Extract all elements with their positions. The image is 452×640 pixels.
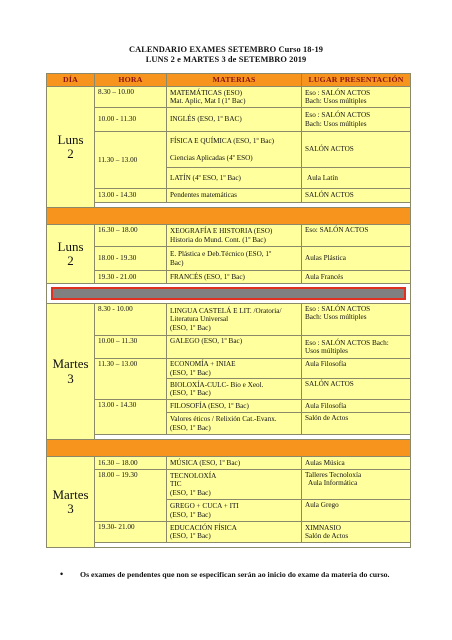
time-cell: 11.30 – 13.00 bbox=[95, 132, 167, 189]
header-row bbox=[47, 74, 411, 87]
header-place: LUGAR PRESENTACIÓN bbox=[302, 74, 411, 87]
day-number: 2 bbox=[67, 146, 74, 161]
day-number: 3 bbox=[67, 501, 74, 516]
subject-cell: LATÍN (4º ESO, 1º Bac) bbox=[167, 168, 302, 189]
table-row bbox=[47, 359, 411, 379]
table-row bbox=[47, 189, 411, 203]
document-title-line2: LUNS 2 e MARTES 3 de SETEMBRO 2019 bbox=[145, 55, 307, 64]
subject-cell: TECNOLOXÍA TIC (ESO, 1º Bac) bbox=[167, 470, 302, 500]
subject-cell: EDUCACIÓN FÍSICA (ESO, 1º Bac) bbox=[167, 522, 302, 543]
day-cell bbox=[47, 304, 95, 440]
time-cell: 10.00 - 11.30 bbox=[95, 108, 167, 132]
time-cell: 18.00 - 19.30 bbox=[95, 247, 167, 271]
place-cell: Eso : SALÓN ACTOS Bach: Usos múltiples bbox=[302, 304, 411, 336]
time-cell: 19.30 - 21.00 bbox=[95, 271, 167, 284]
time-cell: 8.30 - 10.00 bbox=[95, 304, 167, 336]
header-time: HORA bbox=[95, 74, 167, 87]
place-cell: Talleres Tecnoloxía Aula Informática bbox=[302, 470, 411, 500]
gray-separator-bar bbox=[51, 287, 406, 300]
place-cell: Aula Grego bbox=[302, 500, 411, 522]
spacer-row bbox=[47, 543, 411, 548]
time-cell: 16.30 – 18.00 bbox=[95, 457, 167, 470]
subject-cell: E. Plástica e Deb.Técnico (ESO, 1º Bac) bbox=[167, 247, 302, 271]
place-cell: SALÓN ACTOS bbox=[302, 189, 411, 203]
day-cell bbox=[47, 225, 95, 284]
separator-row bbox=[47, 440, 411, 457]
place-cell: Eso : SALÓN ACTOS Bach: Usos múltiples bbox=[302, 108, 411, 132]
table-row bbox=[47, 470, 411, 500]
day-cell bbox=[47, 87, 95, 208]
footnote: Os exames de pendentes que non se especifican serán ao inicio do exame da materia do curso. bbox=[80, 570, 390, 579]
time-cell: 13.00 - 14.30 bbox=[95, 189, 167, 203]
exam-calendar-table bbox=[46, 73, 411, 548]
place-cell: Aula Latín bbox=[302, 168, 411, 189]
day-number: 3 bbox=[67, 370, 74, 386]
day-number: 2 bbox=[67, 253, 74, 268]
bullet-icon: • bbox=[60, 569, 64, 579]
table-row bbox=[47, 87, 411, 108]
day-name: Luns bbox=[57, 131, 84, 147]
header-subjects: MATERIAS bbox=[167, 74, 302, 87]
table-row bbox=[47, 132, 411, 168]
subject-cell: Valores éticos / Relixión Cat.-Evanx. (ESO, 1º Bac) bbox=[167, 413, 302, 435]
day-name: Martes bbox=[52, 356, 89, 371]
table-row bbox=[47, 247, 411, 271]
time-cell: 11.30 – 13.00 bbox=[95, 359, 167, 400]
table-row bbox=[47, 304, 411, 336]
time-cell: 13.00 - 14.30 bbox=[95, 400, 167, 435]
place-cell: Aula Francés bbox=[302, 271, 411, 284]
subject-cell: GREGO + CUCA + ITI (ESO, 1º Bac) bbox=[167, 500, 302, 522]
document-title-line1: CALENDARIO EXAMES SETEMBRO Curso 18-19 bbox=[128, 45, 324, 54]
subject-cell: FILOSOFÍA (ESO, 1º Bac) bbox=[167, 400, 302, 413]
subject-cell: ECONOMÍA + INIAE (ESO, 1º Bac) bbox=[167, 359, 302, 379]
table-row bbox=[47, 336, 411, 359]
subject-cell: BIOLOXÍA-CULC- Bio e Xeol. (ESO, 1º Bac) bbox=[167, 379, 302, 400]
place-cell: Aulas Música bbox=[302, 457, 411, 470]
place-cell: Eso: SALÓN ACTOS bbox=[302, 225, 411, 247]
time-cell: 8.30 – 10.00 bbox=[95, 87, 167, 108]
table-row bbox=[47, 108, 411, 132]
day-cell bbox=[47, 457, 95, 548]
place-cell: Eso : SALÓN ACTOS Bach: Usos múltiples bbox=[302, 87, 411, 108]
table-row bbox=[47, 271, 411, 284]
separator-row bbox=[47, 284, 411, 304]
table-row bbox=[47, 400, 411, 413]
header-day: DÍA bbox=[47, 74, 95, 87]
table-row bbox=[47, 522, 411, 543]
place-cell: Aula Filosofía bbox=[302, 400, 411, 413]
subject-cell: FÍSICA E QUÍMICA (ESO, 1º Bac) Ciencias Aplicadas (4º ESO) bbox=[167, 132, 302, 168]
separator-row bbox=[47, 208, 411, 225]
subject-cell: XEOGRAFÍA E HISTORIA (ESO) Historia do Mund. Cont. (1º Bac) bbox=[167, 225, 302, 247]
subject-cell: GALEGO (ESO, 1º Bac) bbox=[167, 336, 302, 359]
time-cell: 18.00 – 19.30 bbox=[95, 470, 167, 522]
place-cell: SALÓN ACTOS bbox=[302, 379, 411, 400]
day-name: Martes bbox=[52, 486, 89, 502]
time-cell: 10.00 – 11.30 bbox=[95, 336, 167, 359]
subject-cell: MATEMÁTICAS (ESO) Mat. Aplic, Mat I (1º Bac) bbox=[167, 87, 302, 108]
time-cell: 16.30 – 18.00 bbox=[95, 225, 167, 247]
place-cell: Aulas Plástica bbox=[302, 247, 411, 271]
place-cell: Salón de Actos bbox=[302, 413, 411, 435]
subject-cell: Pendentes matemáticas bbox=[167, 189, 302, 203]
table-row bbox=[47, 457, 411, 470]
subject-cell: MÚSICA (ESO, 1º Bac) bbox=[167, 457, 302, 470]
time-cell: 19.30- 21.00 bbox=[95, 522, 167, 543]
day-name: Luns bbox=[57, 238, 84, 254]
place-cell: SALÓN ACTOS bbox=[302, 132, 411, 168]
subject-cell: FRANCÉS (ESO, 1º Bac) bbox=[167, 271, 302, 284]
place-cell: Eso : SALÓN ACTOS Bach: Usos múltiples bbox=[302, 336, 411, 359]
place-cell: XIMNASIO Salón de Actos bbox=[302, 522, 411, 543]
subject-cell: LINGUA CASTELÁ E LIT. /Oratoria/ Literatura Universal (ESO, 1º Bac) bbox=[167, 304, 302, 336]
place-cell: Aula Filosofía bbox=[302, 359, 411, 379]
subject-cell: INGLÉS (ESO, 1º BAC) bbox=[167, 108, 302, 132]
table-row bbox=[47, 225, 411, 247]
